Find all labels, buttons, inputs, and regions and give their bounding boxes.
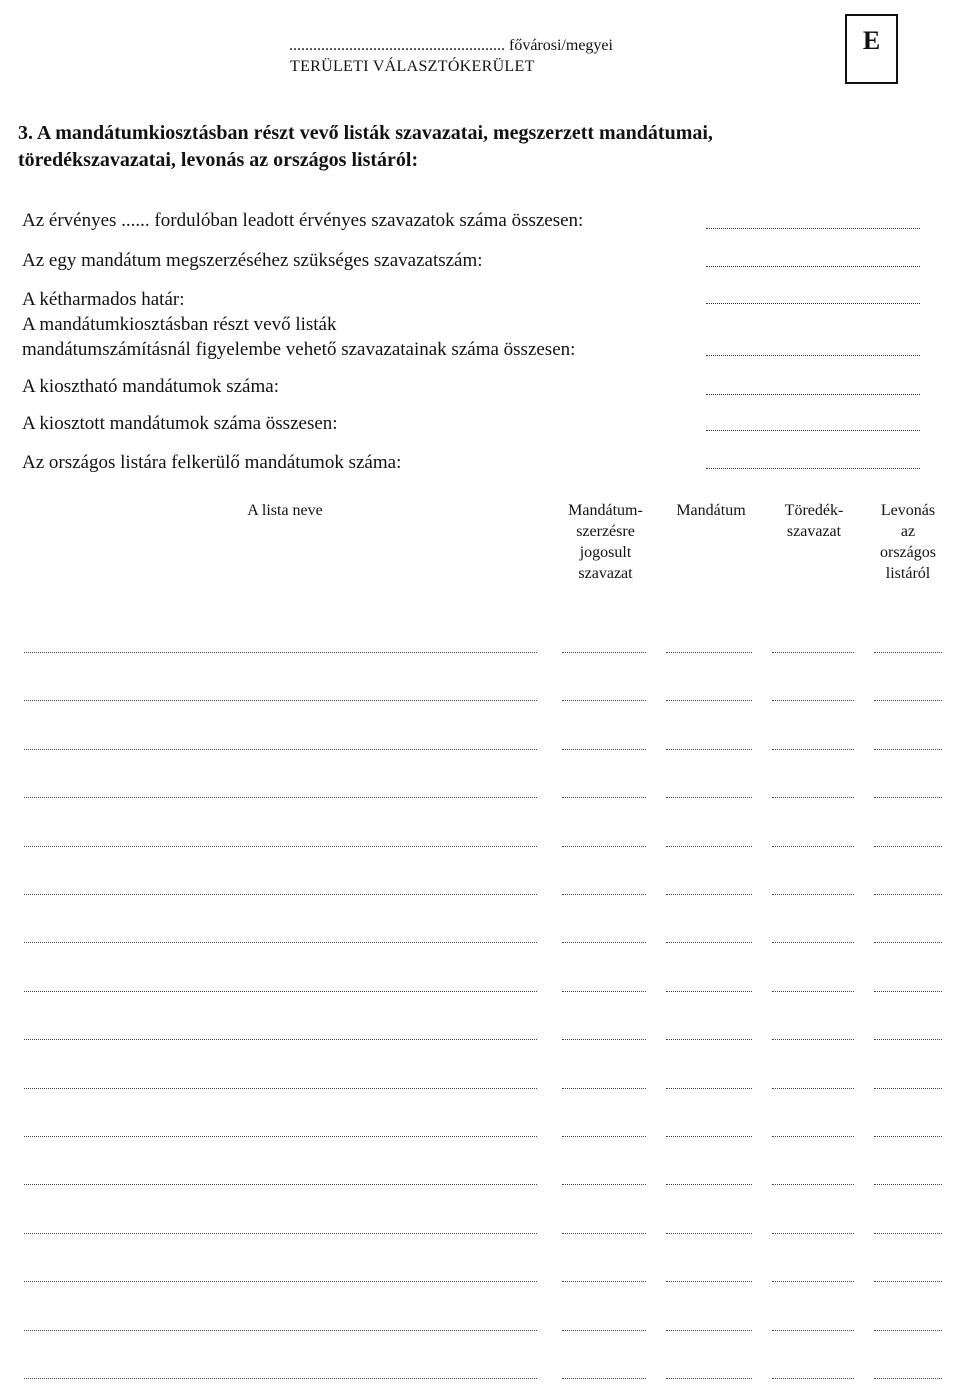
deduction-field[interactable] [874, 797, 942, 798]
eligible-votes-field[interactable] [562, 652, 646, 653]
list-name-field[interactable] [24, 1039, 537, 1040]
list-name-field[interactable] [24, 991, 537, 992]
eligible-votes-field[interactable] [562, 1330, 646, 1331]
mandates-field[interactable] [666, 652, 752, 653]
mandates-field[interactable] [666, 1088, 752, 1089]
column-header-line: szavazat [786, 523, 842, 540]
fractional-votes-field[interactable] [772, 846, 854, 847]
deduction-field[interactable] [874, 700, 942, 701]
mandates-field[interactable] [666, 797, 752, 798]
deduction-field[interactable] [874, 1088, 942, 1089]
eligible-votes-field[interactable] [562, 991, 646, 992]
eligible-votes-field[interactable] [562, 1136, 646, 1137]
eligible-votes-field[interactable] [562, 1281, 646, 1282]
total-valid-votes-field[interactable] [706, 228, 920, 229]
list-name-field[interactable] [24, 652, 537, 653]
allocatable-mandates-label: A kiosztható mandátumok száma: [22, 376, 279, 397]
column-header-line: szerzésre [576, 523, 635, 540]
considered-votes-label-line2: mandátumszámításnál figyelembe vehető szavazatainak száma összesen: [22, 339, 576, 360]
column-header-line: az [900, 523, 916, 540]
list-name-field[interactable] [24, 894, 537, 895]
eligible-votes-field[interactable] [562, 1184, 646, 1185]
eligible-votes-field[interactable] [562, 1378, 646, 1379]
national-list-mandates-field[interactable] [706, 468, 920, 469]
list-name-field[interactable] [24, 1281, 537, 1282]
deduction-field[interactable] [874, 846, 942, 847]
deduction-field[interactable] [874, 1233, 942, 1234]
allocated-mandates-field[interactable] [706, 430, 920, 431]
fractional-votes-field[interactable] [772, 700, 854, 701]
mandates-field[interactable] [666, 700, 752, 701]
mandates-field[interactable] [666, 846, 752, 847]
column-header-fractional-votes [768, 500, 860, 542]
deduction-field[interactable] [874, 1039, 942, 1040]
eligible-votes-field[interactable] [562, 1088, 646, 1089]
eligible-votes-field[interactable] [562, 846, 646, 847]
deduction-field[interactable] [874, 1184, 942, 1185]
fractional-votes-field[interactable] [772, 1281, 854, 1282]
mandates-field[interactable] [666, 1233, 752, 1234]
allocatable-mandates-field[interactable] [706, 394, 920, 395]
column-header-line: A lista neve [247, 502, 323, 519]
considered-votes-label-line1: A mandátumkiosztásban részt vevő listák [22, 314, 337, 335]
mandates-field[interactable] [666, 1039, 752, 1040]
mandates-field[interactable] [666, 991, 752, 992]
column-header-mandates [663, 500, 759, 521]
fractional-votes-field[interactable] [772, 1088, 854, 1089]
form-letter-box: E [845, 14, 898, 84]
mandates-field[interactable] [666, 1184, 752, 1185]
mandates-field[interactable] [666, 1330, 752, 1331]
list-name-field[interactable] [24, 1184, 537, 1185]
eligible-votes-field[interactable] [562, 797, 646, 798]
region-type-label: fővárosi/megyei [509, 37, 613, 54]
eligible-votes-field[interactable] [562, 749, 646, 750]
eligible-votes-field[interactable] [562, 1233, 646, 1234]
fractional-votes-field[interactable] [772, 1184, 854, 1185]
list-name-field[interactable] [24, 797, 537, 798]
list-name-field[interactable] [24, 1136, 537, 1137]
column-header-line: Mandátum [676, 502, 746, 519]
considered-votes-field[interactable] [706, 355, 920, 356]
deduction-field[interactable] [874, 1378, 942, 1379]
deduction-field[interactable] [874, 1136, 942, 1137]
list-name-field[interactable] [24, 942, 537, 943]
fractional-votes-field[interactable] [772, 1136, 854, 1137]
district-name-field[interactable]: ...................................................... [289, 37, 505, 54]
list-name-field[interactable] [24, 846, 537, 847]
column-header-eligible-votes [548, 500, 663, 584]
fractional-votes-field[interactable] [772, 797, 854, 798]
list-name-field[interactable] [24, 1378, 537, 1379]
mandates-field[interactable] [666, 1378, 752, 1379]
column-header-deduction [863, 500, 953, 584]
deduction-field[interactable] [874, 991, 942, 992]
column-header-line: listáról [885, 565, 931, 582]
mandates-field[interactable] [666, 1281, 752, 1282]
list-name-field[interactable] [24, 749, 537, 750]
fractional-votes-field[interactable] [772, 991, 854, 992]
deduction-field[interactable] [874, 1330, 942, 1331]
eligible-votes-field[interactable] [562, 942, 646, 943]
fractional-votes-field[interactable] [772, 1330, 854, 1331]
column-header-line: Mandátum- [568, 502, 643, 519]
eligible-votes-field[interactable] [562, 894, 646, 895]
section-title: 3. A mandátumkiosztásban részt vevő listák szavazatai, megszerzett mandátumai, töredékszavazatai, levonás az országos listáról: [18, 122, 713, 171]
deduction-field[interactable] [874, 1281, 942, 1282]
fractional-votes-field[interactable] [772, 652, 854, 653]
fractional-votes-field[interactable] [772, 942, 854, 943]
list-name-field[interactable] [24, 1233, 537, 1234]
fractional-votes-field[interactable] [772, 1378, 854, 1379]
column-header-line: szavazat [578, 565, 633, 582]
eligible-votes-field[interactable] [562, 1039, 646, 1040]
votes-per-mandate-label: Az egy mandátum megszerzéséhez szükséges szavazatszám: [22, 250, 483, 271]
deduction-field[interactable] [874, 894, 942, 895]
allocated-mandates-label: A kiosztott mandátumok száma összesen: [22, 413, 338, 434]
two-thirds-threshold-label: A kétharmados határ: [22, 289, 185, 310]
list-name-field[interactable] [24, 1330, 537, 1331]
district-title: TERÜLETI VÁLASZTÓKERÜLET [290, 58, 535, 75]
fractional-votes-field[interactable] [772, 1039, 854, 1040]
mandates-field[interactable] [666, 894, 752, 895]
deduction-field[interactable] [874, 749, 942, 750]
fractional-votes-field[interactable] [772, 1233, 854, 1234]
fractional-votes-field[interactable] [772, 749, 854, 750]
column-header-line: Töredék- [784, 502, 844, 519]
mandates-field[interactable] [666, 1136, 752, 1137]
mandates-field[interactable] [666, 942, 752, 943]
mandates-field[interactable] [666, 749, 752, 750]
eligible-votes-field[interactable] [562, 700, 646, 701]
list-name-field[interactable] [24, 700, 537, 701]
deduction-field[interactable] [874, 942, 942, 943]
column-header-line: jogosult [579, 544, 632, 561]
fractional-votes-field[interactable] [772, 894, 854, 895]
column-header-list-name [200, 500, 370, 521]
votes-per-mandate-field[interactable] [706, 266, 920, 267]
district-header [289, 36, 613, 55]
two-thirds-threshold-field[interactable] [706, 303, 920, 304]
list-name-field[interactable] [24, 1088, 537, 1089]
total-valid-votes-label: Az érvényes ...... fordulóban leadott érvényes szavazatok száma összesen: [22, 210, 584, 231]
column-header-line: országos [880, 544, 936, 561]
deduction-field[interactable] [874, 652, 942, 653]
column-header-line: Levonás [880, 502, 936, 519]
national-list-mandates-label: Az országos listára felkerülő mandátumok száma: [22, 452, 402, 473]
